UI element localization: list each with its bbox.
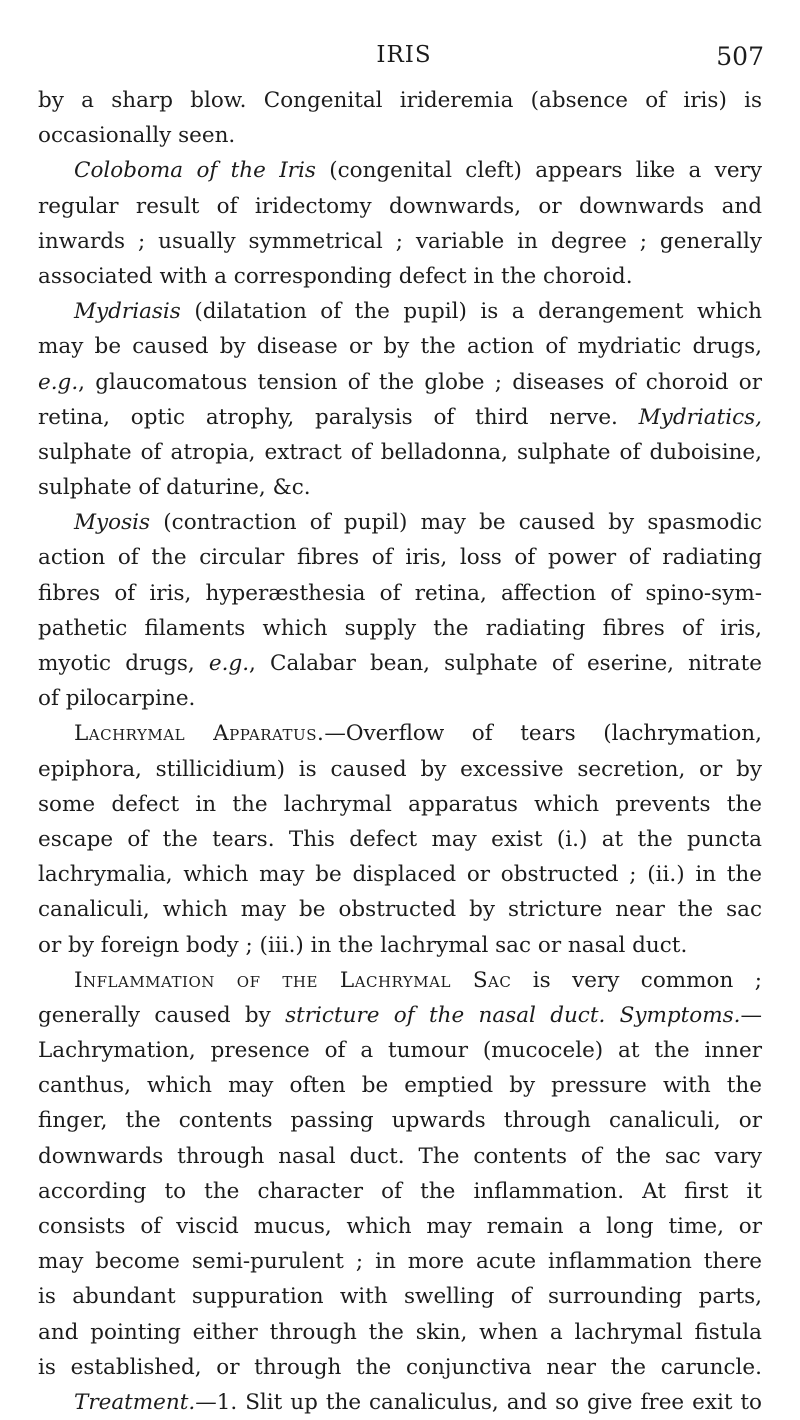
text-run: , Calabar bean, sulphate of eserine, nitrate: [249, 651, 762, 676]
text-run: generally caused by: [38, 1002, 286, 1028]
text-line: [38, 963, 762, 998]
text-line: [38, 716, 762, 751]
text-line: by a sharp blow. Congenital irideremia (absence of iris) is: [38, 88, 762, 113]
text-line: [38, 400, 762, 435]
text-run: myotic drugs,: [38, 651, 209, 676]
text-line: sulphate of daturine, &c.: [38, 475, 311, 501]
italic-term: e.g.: [38, 369, 79, 395]
text-line: is established, or through the conjunctiva near the caruncle.: [38, 1354, 762, 1380]
text-run: —Overflow of tears (lachrymation,: [324, 721, 762, 747]
text-line: [38, 365, 762, 400]
text-line: fibres of iris, hyperæsthesia of retina, affection of spino-sym-: [38, 580, 762, 606]
text-line: of pilocarpine.: [38, 686, 196, 712]
text-line: [38, 294, 762, 329]
text-line: inwards ; usually symmetrical ; variable in degree ; generally: [38, 228, 762, 254]
text-line: according to the character of the inflammation. At first it: [38, 1178, 762, 1204]
text-run: , glaucomatous tension of the globe ; diseases of choroid or: [78, 369, 762, 395]
text-line: [38, 505, 762, 540]
text-line: [38, 998, 762, 1033]
text-line: sulphate of atropia, extract of belladonna, sulphate of duboisine,: [38, 439, 762, 465]
text-line: downwards through nasal duct. The contents of the sac vary: [38, 1143, 762, 1169]
section-heading: Inflammation of the Lachrymal Sac: [74, 967, 512, 993]
text-line: canthus, which may often be emptied by pressure with the: [38, 1073, 762, 1099]
body-text: [38, 83, 762, 1420]
italic-term: e.g.: [208, 651, 250, 676]
text-run: (dilatation of the pupil) is a derangement which: [180, 299, 762, 325]
text-line: canaliculi, which may be obstructed by stricture near the sac: [38, 897, 762, 923]
text-line: [38, 646, 762, 681]
running-header: [38, 42, 770, 82]
italic-term: stricture of the nasal duct. Symptoms.: [285, 1002, 741, 1028]
text-line: and pointing either through the skin, when a lachrymal fistula: [38, 1319, 762, 1345]
text-line: [38, 1385, 762, 1420]
text-run: (congenital cleft) appears like a very: [315, 158, 762, 184]
italic-term: Mydriasis: [74, 299, 181, 325]
text-line: regular result of iridectomy downwards, or downwards and: [38, 193, 762, 219]
text-run: is very common ;: [511, 967, 762, 993]
text-run: retina, optic atrophy, paralysis of third nerve.: [38, 404, 639, 430]
text-run: (contraction of pupil) may be caused by spasmodic: [150, 510, 762, 536]
text-line: associated with a corresponding defect in the choroid.: [38, 263, 633, 289]
text-line: [38, 153, 762, 188]
text-line: or by foreign body ; (iii.) in the lachrymal sac or nasal duct.: [38, 932, 688, 958]
page-number: 507: [716, 42, 764, 71]
italic-term: Coloboma of the Iris: [74, 158, 316, 184]
text-line: Lachrymation, presence of a tumour (mucocele) at the inner: [38, 1038, 762, 1064]
text-line: lachrymalia, which may be displaced or obstructed ; (ii.) in the: [38, 862, 762, 888]
italic-term: Treatment.: [74, 1389, 196, 1415]
text-line: action of the circular fibres of iris, loss of power of radiating: [38, 545, 762, 571]
running-title: IRIS: [376, 42, 432, 68]
text-line: is abundant suppuration with swelling of surrounding parts,: [38, 1284, 762, 1310]
text-line: epiphora, stillicidium) is caused by excessive secretion, or by: [38, 756, 762, 782]
text-line: pathetic filaments which supply the radiating fibres of iris,: [38, 615, 762, 641]
text-line: may become semi-purulent ; in more acute inflammation there: [38, 1249, 762, 1275]
text-run: —: [740, 1002, 762, 1028]
text-line: consists of viscid mucus, which may remain a long time, or: [38, 1214, 762, 1239]
text-line: finger, the contents passing upwards through canaliculi, or: [38, 1108, 762, 1134]
italic-term: Myosis: [74, 510, 151, 536]
section-heading: Lachrymal Apparatus.: [74, 721, 325, 747]
text-line: occasionally seen.: [38, 123, 236, 149]
text-line: may be caused by disease or by the action of mydriatic drugs,: [38, 334, 762, 360]
text-line: some defect in the lachrymal apparatus which prevents the: [38, 791, 762, 817]
italic-term: Mydriatics,: [638, 404, 762, 430]
text-run: —1. Slit up the canaliculus, and so give free exit to: [195, 1389, 762, 1415]
text-line: escape of the tears. This defect may exist (i.) at the puncta: [38, 826, 762, 852]
